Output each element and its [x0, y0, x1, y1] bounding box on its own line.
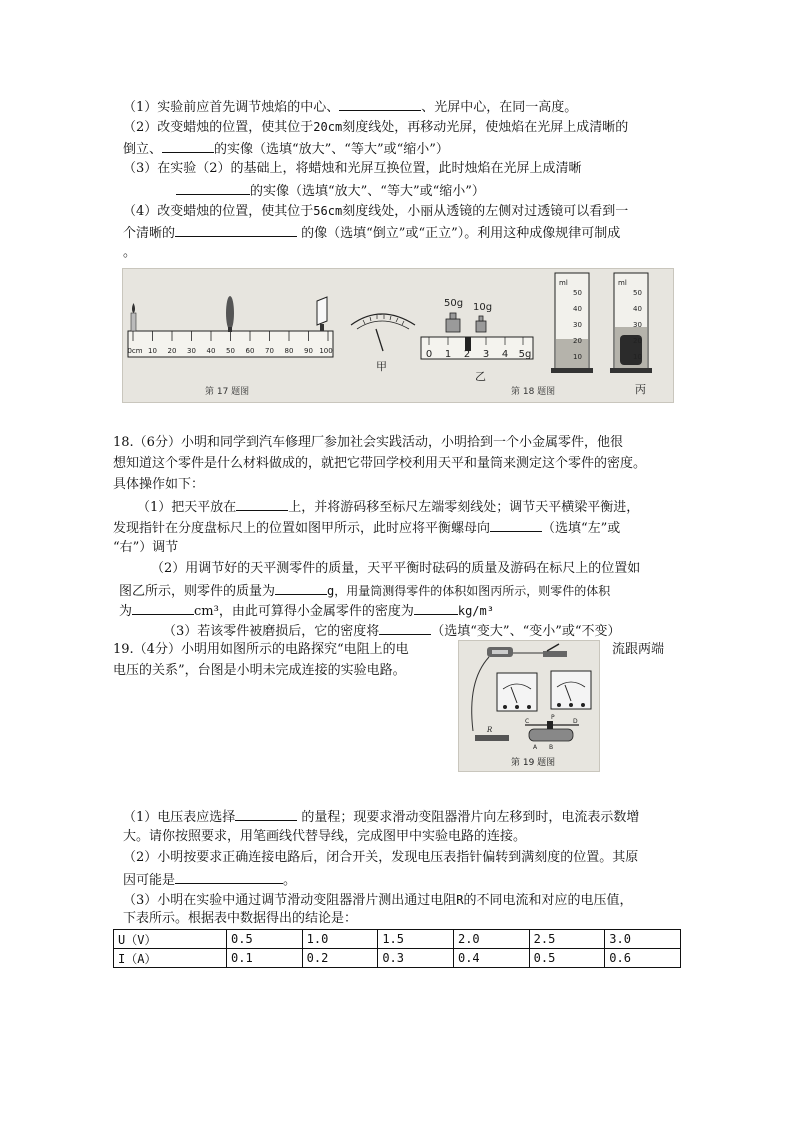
measuring-cylinder-with-part-icon — [610, 273, 652, 373]
scale-tick: 3 — [482, 349, 490, 360]
table-cell: 0.3 — [378, 949, 454, 968]
answer-blank[interactable] — [235, 806, 297, 821]
cyl-tick: 50 — [573, 289, 582, 297]
cyl-tick: 30 — [573, 321, 582, 329]
answer-blank[interactable] — [175, 222, 297, 237]
q19-part3-cont: 下表所示。根据表中数据得出的结论是： — [123, 911, 358, 926]
ruler-tick: 50 — [226, 347, 235, 355]
ruler-tick: 100 — [319, 347, 333, 355]
table-row — [114, 949, 681, 968]
candle-icon — [131, 303, 136, 331]
q17-part2-cont: 倒立、 的实像（选填“放大”、“等大”或“缩小”） — [123, 138, 449, 160]
ruler-tick: 90 — [304, 347, 313, 355]
lens-icon — [226, 296, 234, 332]
q18-line2: 想知道这个零件是什么材料做成的，就把它带回学校利用天平和量筒来测定这个零件的密度。 — [113, 456, 647, 471]
table-cell: I（A） — [114, 949, 227, 968]
scale-tick: 2 — [463, 349, 471, 360]
resistor-icon — [475, 726, 509, 741]
scale-tick: 5g — [518, 349, 532, 360]
q17-part2: （2）改变蜡烛的位置，使其位于20cm刻度线处，再移动光屏，使烛焰在光屏上成清晰的 — [123, 120, 629, 135]
ruler-tick: 10 — [148, 347, 157, 355]
measuring-cylinder-icon — [551, 273, 593, 373]
table-row — [114, 930, 681, 949]
q18-line3: 具体操作如下： — [113, 477, 205, 492]
table-cell: 3.0 — [605, 930, 681, 949]
q19-part1-cont: 大。请你按照要求，用笔画线代替导线，完成图甲中实验电路的连接。 — [123, 829, 527, 844]
answer-blank[interactable] — [339, 96, 421, 111]
figure-19-caption: 第 19 题图 — [511, 758, 556, 768]
q18-part2-end: 为 cm³，由此可算得小金属零件的密度为 kg/m³ — [119, 600, 494, 622]
weight-10g-icon — [476, 316, 486, 332]
answer-blank[interactable] — [132, 600, 194, 615]
q19-part2: （2）小明按要求正确连接电路后，闭合开关，发现电压表指针偏转到满刻度的位置。其原 — [123, 850, 639, 865]
ruler-tick: 80 — [284, 347, 294, 355]
answer-blank[interactable] — [176, 180, 250, 195]
table-cell: U（V） — [114, 930, 227, 949]
cyl-tick: 50 — [633, 289, 642, 297]
q18-part1: （1）把天平放在 上，并将游码移至标尺左端零刻线处；调节天平横梁平衡进， — [137, 496, 639, 518]
circuit-figure — [459, 641, 599, 771]
table-cell: 0.5 — [529, 949, 605, 968]
figure-19 — [458, 640, 600, 772]
battery-icon — [487, 647, 513, 657]
voltmeter-icon — [497, 673, 537, 711]
ammeter-icon — [551, 671, 591, 709]
answer-blank[interactable] — [414, 600, 458, 615]
q17-part4-end: 。 — [123, 245, 137, 260]
weight-label-50g: 50g — [444, 298, 464, 309]
optics-balance-figure — [123, 269, 673, 402]
svg-text:C: C — [525, 718, 530, 725]
answer-blank[interactable] — [490, 517, 542, 532]
q19-line2: 电压的关系”，台图是小明未完成连接的实验电路。 — [113, 663, 406, 678]
q17-part3: （3）在实验（2）的基础上，将蜡烛和光屏互换位置，此时烛焰在光屏上成清晰 — [123, 161, 582, 176]
table-cell: 0.6 — [605, 949, 681, 968]
table-cell: 0.4 — [453, 949, 529, 968]
table-cell: 0.5 — [227, 930, 303, 949]
screen-icon — [317, 297, 327, 331]
switch-icon — [543, 644, 567, 657]
svg-text:B: B — [549, 744, 554, 751]
q19-part2-cont: 因可能是 。 — [123, 869, 296, 891]
ruler-tick: 30 — [187, 347, 196, 355]
weight-50g-icon — [446, 313, 460, 332]
ruler-tick: 0cm — [127, 347, 143, 355]
rheostat-icon — [525, 714, 579, 751]
figure-17-caption: 第 17 题图 — [205, 387, 250, 397]
answer-blank[interactable] — [379, 620, 431, 635]
q19-line1-right: 流跟两端 — [612, 642, 665, 657]
balance-scale-ruler — [421, 337, 533, 359]
label-bing: 丙 — [635, 383, 646, 396]
cyl-tick: 30 — [633, 321, 642, 329]
balance-dial-icon — [351, 314, 415, 351]
q18-part2: （2）用调节好的天平测零件的质量，天平平衡时砝码的质量及游码在标尺上的位置如 — [151, 561, 641, 576]
q18-line1: 18.（6分）小明和同学到汽车修理厂参加社会实践活动，小明拾到一个小金属零件，他很 — [113, 435, 623, 450]
cyl-tick: 10 — [573, 353, 582, 361]
ruler-tick: 70 — [265, 347, 274, 355]
table-cell: 2.0 — [453, 930, 529, 949]
cyl-tick: 40 — [573, 305, 582, 313]
cyl-tick: 20 — [633, 337, 642, 345]
q17-part1: （1）实验前应首先调节烛焰的中心、 、光屏中心，在同一高度。 — [123, 96, 577, 118]
q17-part4: （4）改变蜡烛的位置，使其位于56cm刻度线处，小丽从透镜的左侧对过透镜可以看到一 — [123, 204, 629, 219]
cyl-unit: ml — [618, 279, 627, 287]
ruler-tick: 40 — [206, 347, 216, 355]
scale-tick: 1 — [444, 349, 452, 360]
table-cell: 0.1 — [227, 949, 303, 968]
table-cell: 0.2 — [302, 949, 378, 968]
figure-17-18 — [122, 268, 674, 403]
svg-text:R: R — [487, 726, 493, 734]
answer-blank[interactable] — [162, 138, 214, 153]
q18-part2-cont: 图乙所示，则零件的质量为 g，用量筒测得零件的体积如图丙所示，则零件的体积 — [119, 580, 610, 602]
q19-line1: 19.（4分）小明用如图所示的电路探究“电阻上的电 — [113, 642, 409, 657]
table-cell: 1.5 — [378, 930, 454, 949]
cyl-tick: 10 — [633, 353, 642, 361]
cyl-tick: 20 — [573, 337, 582, 345]
ruler-tick: 20 — [167, 347, 177, 355]
table-cell: 1.0 — [302, 930, 378, 949]
voltage-current-table — [113, 929, 681, 968]
weight-label-10g: 10g — [473, 302, 493, 313]
q19-part1: （1）电压表应选择 的量程；现要求滑动变阻器滑片向左移到时，电流表示数增 — [123, 806, 639, 828]
svg-text:P: P — [551, 714, 555, 721]
svg-text:A: A — [533, 744, 538, 751]
q18-part1-end: “右”）调节 — [113, 540, 179, 555]
q18-part1-cont: 发现指针在分度盘标尺上的位置如图甲所示，此时应将平衡螺母向 （选填“左”或 — [113, 517, 620, 539]
cyl-tick: 40 — [633, 305, 642, 313]
figure-18-caption: 第 18 题图 — [511, 387, 556, 397]
svg-text:D: D — [573, 718, 578, 725]
q17-part3-cont: 的实像（选填“放大”、“等大”或“缩小”） — [176, 180, 485, 202]
answer-blank[interactable] — [236, 496, 288, 511]
q17-part4-cont: 个清晰的 的像（选填“倒立”或“正立”）。利用这种成像规律可制成 — [123, 222, 620, 244]
q18-part3: （3）若该零件被磨损后，它的密度将 （选填“变大”、“变小”或“不变） — [163, 620, 621, 642]
scale-tick: 4 — [501, 349, 509, 360]
label-jia: 甲 — [376, 360, 387, 373]
scale-tick: 0 — [425, 349, 433, 360]
answer-blank[interactable] — [175, 869, 283, 884]
label-yi: 乙 — [475, 370, 486, 383]
cyl-unit: ml — [559, 279, 568, 287]
ruler-tick: 60 — [245, 347, 255, 355]
answer-blank[interactable] — [275, 580, 327, 595]
q19-part3: （3）小明在实验中通过调节滑动变阻器滑片测出通过电阻R的不同电流和对应的电压值， — [123, 893, 633, 908]
table-cell: 2.5 — [529, 930, 605, 949]
